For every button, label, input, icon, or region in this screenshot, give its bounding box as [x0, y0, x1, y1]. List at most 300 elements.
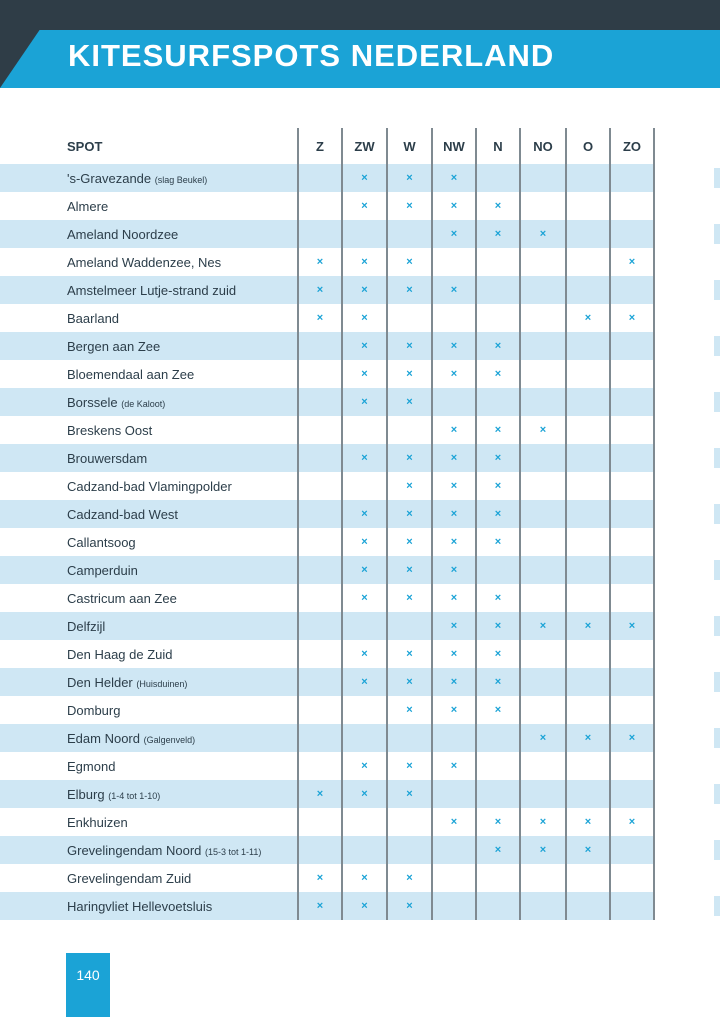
direction-cell [432, 752, 476, 780]
direction-cell [610, 780, 654, 808]
direction-cell [432, 304, 476, 332]
direction-header: O [566, 128, 610, 164]
direction-cell [520, 304, 566, 332]
spot-name: Ameland Waddenzee, Nes [67, 254, 222, 270]
suitable-mark-icon: × [450, 704, 458, 716]
direction-cell [298, 164, 342, 192]
edge-row-tab [714, 560, 720, 580]
direction-header: N [476, 128, 520, 164]
direction-cell [520, 836, 566, 864]
direction-cell [566, 220, 610, 248]
direction-cell [520, 528, 566, 556]
direction-cell [476, 192, 520, 220]
direction-cell [387, 892, 432, 920]
spot-name: Domburg [67, 702, 121, 718]
suitable-mark-icon: × [406, 480, 413, 492]
direction-cell [298, 640, 342, 668]
suitable-mark-icon: × [406, 536, 413, 548]
direction-cell [432, 416, 476, 444]
suitable-mark-icon: × [406, 592, 413, 604]
direction-cell [566, 724, 610, 752]
suitable-mark-icon: × [628, 620, 636, 632]
direction-cell [387, 864, 432, 892]
direction-cell [432, 696, 476, 724]
suitable-mark-icon: × [406, 872, 413, 884]
direction-cell [387, 304, 432, 332]
edge-row-tab [714, 840, 720, 860]
suitable-mark-icon: × [494, 424, 502, 436]
direction-cell [610, 724, 654, 752]
suitable-mark-icon: × [584, 844, 592, 856]
direction-cell [476, 724, 520, 752]
spot-name-cell [0, 780, 298, 808]
direction-cell [342, 332, 387, 360]
table-row [0, 836, 654, 864]
direction-cell [432, 780, 476, 808]
direction-cell [476, 276, 520, 304]
suitable-mark-icon: × [494, 480, 502, 492]
direction-cell [476, 164, 520, 192]
suitable-mark-icon: × [361, 200, 368, 212]
spot-note: (de Kaloot) [121, 398, 166, 409]
direction-cell [387, 164, 432, 192]
direction-cell [566, 640, 610, 668]
direction-cell [476, 808, 520, 836]
spot-name: Haringvliet Hellevoetsluis [67, 898, 213, 914]
edge-row-tab [714, 616, 720, 636]
direction-cell [566, 836, 610, 864]
spot-name: Cadzand-bad Vlamingpolder [67, 478, 232, 494]
table-row [0, 584, 654, 612]
table-row [0, 724, 654, 752]
suitable-mark-icon: × [494, 368, 502, 380]
spot-name: Baarland [67, 310, 120, 326]
suitable-mark-icon: × [494, 648, 502, 660]
direction-cell [387, 332, 432, 360]
page-title: KITESURFSPOTS NEDERLAND [68, 38, 555, 73]
direction-cell [610, 640, 654, 668]
direction-cell [520, 220, 566, 248]
suitable-mark-icon: × [361, 172, 368, 184]
suitable-mark-icon: × [450, 508, 458, 520]
spot-name: 's-Gravezande [67, 170, 152, 186]
suitable-mark-icon: × [450, 564, 458, 576]
suitable-mark-icon: × [494, 592, 502, 604]
suitable-mark-icon: × [450, 172, 458, 184]
direction-cell [476, 248, 520, 276]
direction-cell [610, 864, 654, 892]
suitable-mark-icon: × [628, 256, 636, 268]
direction-cell [610, 416, 654, 444]
direction-cell [298, 276, 342, 304]
direction-cell [342, 416, 387, 444]
direction-cell [476, 836, 520, 864]
direction-cell [342, 528, 387, 556]
direction-cell [387, 444, 432, 472]
edge-row-tab [714, 784, 720, 804]
table-header-row [0, 128, 654, 164]
suitable-mark-icon: × [361, 452, 368, 464]
suitable-mark-icon: × [450, 340, 458, 352]
direction-cell [342, 612, 387, 640]
direction-cell [610, 164, 654, 192]
direction-cell [566, 668, 610, 696]
direction-cell [610, 696, 654, 724]
suitable-mark-icon: × [361, 676, 368, 688]
direction-cell [387, 220, 432, 248]
suitable-mark-icon: × [361, 536, 368, 548]
direction-cell [387, 752, 432, 780]
spot-column-header: SPOT [67, 138, 103, 154]
direction-cell [387, 612, 432, 640]
direction-cell [566, 248, 610, 276]
direction-cell [432, 556, 476, 584]
direction-cell [610, 500, 654, 528]
direction-cell [476, 640, 520, 668]
direction-cell [610, 472, 654, 500]
suitable-mark-icon: × [406, 900, 413, 912]
suitable-mark-icon: × [361, 872, 368, 884]
suitable-mark-icon: × [450, 676, 458, 688]
spot-name: Breskens Oost [67, 422, 153, 438]
spot-name: Cadzand-bad West [67, 506, 179, 522]
spot-name-cell [0, 220, 298, 248]
spot-name: Edam Noord [67, 730, 140, 746]
direction-cell [520, 584, 566, 612]
table-row [0, 696, 654, 724]
direction-cell [342, 836, 387, 864]
suitable-mark-icon: × [406, 200, 413, 212]
direction-cell [342, 360, 387, 388]
direction-cell [387, 248, 432, 276]
direction-cell [566, 332, 610, 360]
edge-row-tab [714, 896, 720, 916]
table-row [0, 808, 654, 836]
spot-name: Egmond [67, 758, 116, 774]
suitable-mark-icon: × [494, 844, 502, 856]
spot-name: Callantsoog [67, 534, 136, 550]
spot-name-cell [0, 528, 298, 556]
direction-cell [342, 724, 387, 752]
direction-cell [566, 472, 610, 500]
edge-row-tab [714, 336, 720, 356]
suitable-mark-icon: × [450, 592, 458, 604]
direction-cell [520, 500, 566, 528]
direction-cell [476, 416, 520, 444]
spot-note: (Galgenveld) [143, 734, 196, 745]
direction-cell [566, 388, 610, 416]
spot-name: Den Helder [67, 674, 133, 690]
direction-cell [342, 276, 387, 304]
direction-cell [387, 640, 432, 668]
direction-cell [610, 892, 654, 920]
spot-name-cell [0, 612, 298, 640]
suitable-mark-icon: × [494, 704, 502, 716]
spot-name-cell [0, 752, 298, 780]
direction-cell [476, 892, 520, 920]
direction-cell [520, 416, 566, 444]
direction-header: Z [298, 128, 342, 164]
suitable-mark-icon: × [628, 816, 636, 828]
edge-row-tab [714, 504, 720, 524]
direction-cell [476, 528, 520, 556]
direction-cell [298, 752, 342, 780]
suitable-mark-icon: × [361, 256, 368, 268]
suitable-mark-icon: × [406, 256, 413, 268]
spot-name-cell [0, 696, 298, 724]
direction-cell [476, 220, 520, 248]
direction-cell [298, 668, 342, 696]
suitable-mark-icon: × [406, 760, 413, 772]
direction-cell [342, 192, 387, 220]
direction-cell [387, 416, 432, 444]
suitable-mark-icon: × [628, 312, 636, 324]
suitable-mark-icon: × [450, 648, 458, 660]
spot-name-cell [0, 864, 298, 892]
direction-cell [298, 556, 342, 584]
spot-name-cell [0, 724, 298, 752]
direction-cell [387, 668, 432, 696]
direction-cell [520, 640, 566, 668]
spot-name-cell [0, 500, 298, 528]
direction-cell [566, 892, 610, 920]
suitable-mark-icon: × [494, 228, 502, 240]
suitable-mark-icon: × [361, 788, 368, 800]
page-number: 140 [76, 967, 100, 983]
suitable-mark-icon: × [539, 228, 547, 240]
direction-cell [432, 528, 476, 556]
direction-cell [342, 248, 387, 276]
direction-cell [298, 528, 342, 556]
suitable-mark-icon: × [450, 200, 458, 212]
direction-cell [520, 332, 566, 360]
direction-cell [566, 528, 610, 556]
spot-name: Grevelingendam Zuid [67, 870, 192, 886]
suitable-mark-icon: × [450, 480, 458, 492]
direction-cell [342, 472, 387, 500]
direction-cell [432, 808, 476, 836]
spot-name: Camperduin [67, 562, 138, 578]
suitable-mark-icon: × [584, 620, 592, 632]
direction-cell [342, 780, 387, 808]
direction-cell [566, 192, 610, 220]
direction-cell [298, 584, 342, 612]
suitable-mark-icon: × [361, 368, 368, 380]
suitable-mark-icon: × [316, 788, 324, 800]
spot-name: Bergen aan Zee [67, 338, 161, 354]
direction-cell [298, 388, 342, 416]
suitable-mark-icon: × [494, 200, 502, 212]
suitable-mark-icon: × [584, 732, 592, 744]
direction-cell [432, 192, 476, 220]
suitable-mark-icon: × [539, 424, 547, 436]
direction-cell [342, 164, 387, 192]
direction-cell [610, 220, 654, 248]
suitable-mark-icon: × [584, 312, 592, 324]
direction-cell [610, 332, 654, 360]
direction-cell [566, 500, 610, 528]
spot-name-cell [0, 192, 298, 220]
edge-row-tab [714, 280, 720, 300]
spot-name: Ameland Noordzee [67, 226, 179, 242]
table-row [0, 472, 654, 500]
suitable-mark-icon: × [450, 620, 458, 632]
direction-cell [298, 836, 342, 864]
suitable-mark-icon: × [494, 536, 502, 548]
spot-note: (Huisduinen) [136, 678, 188, 689]
direction-cell [298, 864, 342, 892]
direction-cell [476, 556, 520, 584]
direction-cell [342, 864, 387, 892]
table-row [0, 864, 654, 892]
spot-name: Castricum aan Zee [67, 590, 177, 606]
suitable-mark-icon: × [584, 816, 592, 828]
direction-cell [610, 668, 654, 696]
direction-header: W [387, 128, 432, 164]
spot-name-cell [0, 416, 298, 444]
direction-cell [298, 500, 342, 528]
suitable-mark-icon: × [406, 788, 413, 800]
spot-name-cell [0, 388, 298, 416]
spot-name-cell [0, 892, 298, 920]
direction-cell [432, 640, 476, 668]
direction-cell [432, 668, 476, 696]
table-row [0, 752, 654, 780]
table-row [0, 360, 654, 388]
suitable-mark-icon: × [361, 508, 368, 520]
direction-cell [520, 724, 566, 752]
direction-cell [610, 444, 654, 472]
direction-cell [387, 192, 432, 220]
direction-cell [342, 388, 387, 416]
direction-cell [432, 164, 476, 192]
direction-cell [566, 612, 610, 640]
table-row [0, 388, 654, 416]
spot-name-cell [0, 304, 298, 332]
spots-table-wrapper [0, 128, 720, 920]
direction-cell [610, 248, 654, 276]
direction-cell [342, 584, 387, 612]
direction-cell [476, 444, 520, 472]
spot-note: (1-4 tot 1-10) [108, 790, 161, 801]
suitable-mark-icon: × [361, 284, 368, 296]
direction-cell [432, 332, 476, 360]
suitable-mark-icon: × [494, 508, 502, 520]
direction-cell [298, 444, 342, 472]
spot-note: (slag Beukel) [154, 174, 208, 185]
direction-cell [476, 304, 520, 332]
suitable-mark-icon: × [406, 172, 413, 184]
suitable-mark-icon: × [450, 536, 458, 548]
table-row [0, 304, 654, 332]
table-body [0, 164, 654, 920]
direction-cell [387, 360, 432, 388]
suitable-mark-icon: × [539, 844, 547, 856]
direction-cell [566, 556, 610, 584]
direction-cell [298, 248, 342, 276]
direction-cell [566, 780, 610, 808]
suitable-mark-icon: × [406, 368, 413, 380]
direction-cell [520, 472, 566, 500]
direction-cell [476, 500, 520, 528]
direction-cell [342, 444, 387, 472]
suitable-mark-icon: × [406, 452, 413, 464]
page-number-box [66, 953, 110, 1017]
direction-cell [342, 668, 387, 696]
direction-cell [387, 808, 432, 836]
suitable-mark-icon: × [361, 592, 368, 604]
direction-cell [520, 892, 566, 920]
table-row [0, 668, 654, 696]
suitable-mark-icon: × [361, 648, 368, 660]
direction-cell [432, 360, 476, 388]
direction-cell [476, 780, 520, 808]
table-row [0, 416, 654, 444]
direction-cell [610, 192, 654, 220]
direction-cell [566, 752, 610, 780]
direction-cell [520, 612, 566, 640]
spot-name: Brouwersdam [67, 450, 148, 466]
direction-cell [520, 192, 566, 220]
table-row [0, 556, 654, 584]
direction-cell [298, 472, 342, 500]
spot-name-cell [0, 248, 298, 276]
direction-cell [610, 836, 654, 864]
direction-cell [432, 388, 476, 416]
direction-cell [566, 416, 610, 444]
direction-cell [476, 388, 520, 416]
edge-row-tab [714, 728, 720, 748]
direction-cell [610, 752, 654, 780]
suitable-mark-icon: × [316, 256, 324, 268]
direction-header: NO [520, 128, 566, 164]
direction-cell [520, 248, 566, 276]
direction-cell [476, 696, 520, 724]
table-row [0, 276, 654, 304]
suitable-mark-icon: × [450, 284, 458, 296]
direction-cell [387, 500, 432, 528]
direction-cell [342, 696, 387, 724]
direction-header: ZW [342, 128, 387, 164]
direction-cell [387, 556, 432, 584]
direction-cell [476, 612, 520, 640]
table-row [0, 780, 654, 808]
suitable-mark-icon: × [494, 452, 502, 464]
table-row [0, 444, 654, 472]
direction-cell [610, 276, 654, 304]
direction-cell [610, 612, 654, 640]
direction-cell [342, 556, 387, 584]
suitable-mark-icon: × [450, 228, 458, 240]
edge-row-tab [714, 168, 720, 188]
spot-name-cell [0, 668, 298, 696]
direction-cell [298, 612, 342, 640]
suitable-mark-icon: × [316, 872, 324, 884]
direction-cell [520, 668, 566, 696]
table-row [0, 220, 654, 248]
direction-cell [476, 864, 520, 892]
direction-cell [387, 528, 432, 556]
spot-name: Den Haag de Zuid [67, 646, 173, 662]
direction-cell [610, 360, 654, 388]
suitable-mark-icon: × [406, 396, 413, 408]
direction-cell [566, 164, 610, 192]
suitable-mark-icon: × [539, 620, 547, 632]
suitable-mark-icon: × [494, 620, 502, 632]
direction-cell [387, 472, 432, 500]
direction-cell [432, 864, 476, 892]
spot-name: Almere [67, 198, 109, 214]
